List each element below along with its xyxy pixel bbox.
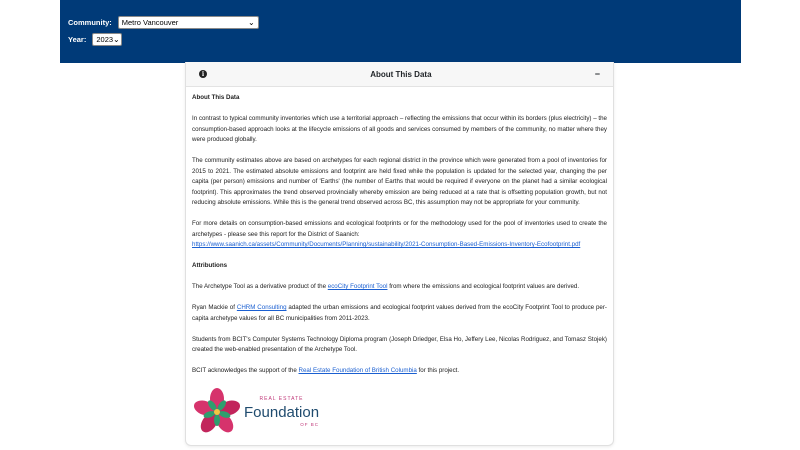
attribution-2-text-b: adapted the urban emissions and ecological footprint values derived from the ecoCity Footprint Tool to produce per-capita archetype values for all BC municipalities from 2011-2023. — [192, 304, 607, 322]
logo-top-text: REAL ESTATE — [259, 396, 304, 402]
attribution-paragraph-1 — [192, 282, 607, 293]
about-paragraph-1: In contrast to typical community inventories which use a territorial approach – reflecting the emissions that occur within its borders (plus electricity) – the consumption-based approach looks at the lifecycle emissions of all goods and services consumed by members of the community, no matter where they were produced globally. — [192, 115, 607, 143]
info-icon: i — [199, 70, 207, 78]
about-paragraph-3-text: For more details on consumption-based emissions and ecological footprints or for the methodology used for the pool of inventories used to create the archetypes - please see this report for the District of Saanich: — [192, 220, 607, 238]
attribution-1-text-b: from where the emissions and ecological footprint values are derived. — [387, 283, 580, 290]
top-filter-bar — [60, 0, 741, 63]
year-filter — [68, 33, 122, 46]
attribution-1-text-a: The Archetype Tool as a derivative product of the — [192, 283, 328, 290]
saanich-report-link[interactable]: https://www.saanich.ca/assets/Community/Documents/Planning/sustainability/2021-Consumption-Based-Emissions-Inventory-Ecofootprint.pdf — [192, 241, 581, 248]
about-data-card-header[interactable] — [186, 62, 613, 87]
chrm-consulting-link[interactable]: CHRM Consulting — [236, 304, 287, 311]
card-title: About This Data — [370, 69, 432, 79]
year-select[interactable] — [92, 33, 122, 46]
year-label: Year: — [68, 35, 87, 44]
attribution-4-text-a: BCIT acknowledges the support of the — [192, 367, 299, 374]
logo-main-text: Foundation — [244, 403, 320, 421]
community-select-value: Metro Vancouver — [121, 18, 179, 27]
flower-logo-icon — [192, 387, 242, 437]
attributions-heading: Attributions — [192, 262, 228, 269]
card-body — [186, 87, 613, 437]
logo-bottom-text: OF BC — [300, 421, 320, 427]
attribution-2-text-a: Ryan Mackie of — [192, 304, 237, 311]
logo-wordmark — [244, 394, 319, 430]
community-label: Community: — [68, 18, 112, 27]
about-heading: About This Data — [192, 94, 240, 101]
attribution-paragraph-4 — [192, 366, 607, 377]
about-paragraph-2: The community estimates above are based on archetypes for each regional district in the province which were generated from a pool of inventories for 2015 to 2021. The estimated absolute emissions and footprint are held fixed while the population is updated for the selected year, changing the per capita (per person) emissions and number of 'Earths' (the number of Earths that would be required if everyone on the planet had a similar ecological footprint). This approximates the trend observed provincially whereby emission are being reduced at a rate that is offsetting population growth, but not reducing absolute emissions. While this is the general trend observed across BC, this assumption may not be appropriate for your community. — [192, 157, 607, 206]
attribution-paragraph-2 — [192, 303, 607, 324]
real-estate-foundation-link[interactable]: Real Estate Foundation of British Columbia — [298, 367, 417, 374]
about-data-card — [185, 62, 614, 446]
real-estate-foundation-logo — [192, 387, 607, 437]
community-filter — [68, 16, 259, 29]
chevron-down-icon: ⌄ — [113, 34, 120, 44]
attribution-4-text-b: for this project. — [416, 367, 460, 374]
attribution-paragraph-3: Students from BCIT's Computer Systems Technology Diploma program (Joseph Driedger, Elsa Ho, Jeffery Lee, Nicolas Rodriguez, and Tomasz Stojek) created the web-enabled presentation of the Archetype Tool. — [192, 335, 607, 353]
community-select[interactable] — [118, 16, 259, 29]
year-select-value: 2023 — [96, 35, 114, 44]
about-paragraph-3 — [192, 219, 607, 251]
collapse-icon[interactable]: − — [594, 69, 600, 79]
ecocity-footprint-tool-link[interactable]: ecoCity Footprint Tool — [327, 283, 388, 290]
chevron-down-icon: ⌄ — [248, 17, 255, 27]
